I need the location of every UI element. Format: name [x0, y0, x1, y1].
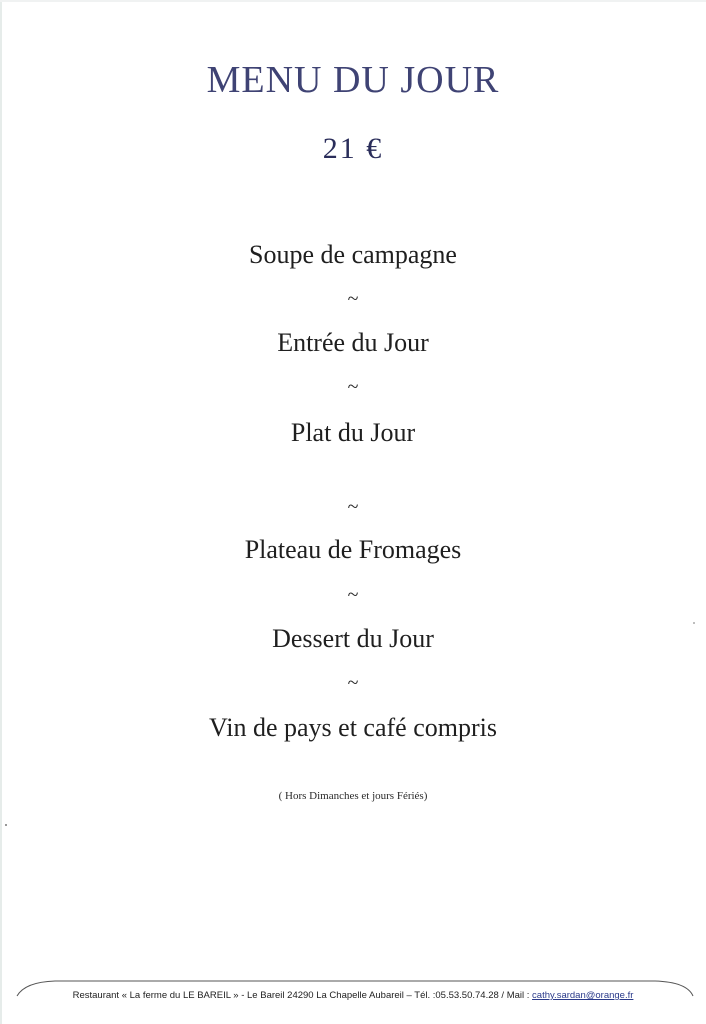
- scan-speck: [5, 824, 7, 826]
- course-starter: Entrée du Jour: [277, 328, 429, 357]
- course-separator: ~: [347, 496, 359, 518]
- course-soup: Soupe de campagne: [249, 240, 457, 269]
- course-drinks: Vin de pays et café compris: [209, 713, 497, 742]
- course-dessert: Dessert du Jour: [272, 624, 434, 653]
- footer-text: Restaurant « La ferme du LE BAREIL » - Le Bareil 24290 La Chapelle Aubareil – Tél. :05.53.50.74.28 / Mail :: [72, 990, 533, 1001]
- course-main: Plat du Jour: [290, 418, 416, 447]
- availability-note: ( Hors Dimanches et jours Fériés): [278, 790, 428, 802]
- course-separator: ~: [347, 288, 359, 310]
- course-separator: ~: [347, 584, 359, 606]
- email-link[interactable]: cathy.sardan@orange.fr: [532, 990, 634, 1001]
- scan-speck: [693, 622, 695, 624]
- footer-contact: [0, 990, 706, 1001]
- menu-price: 21 €: [322, 132, 384, 165]
- menu-title: MENU DU JOUR: [206, 59, 500, 101]
- course-separator: ~: [347, 672, 359, 694]
- course-cheese: Plateau de Fromages: [244, 535, 462, 564]
- page-edge-top: [0, 0, 706, 2]
- course-separator: ~: [347, 376, 359, 398]
